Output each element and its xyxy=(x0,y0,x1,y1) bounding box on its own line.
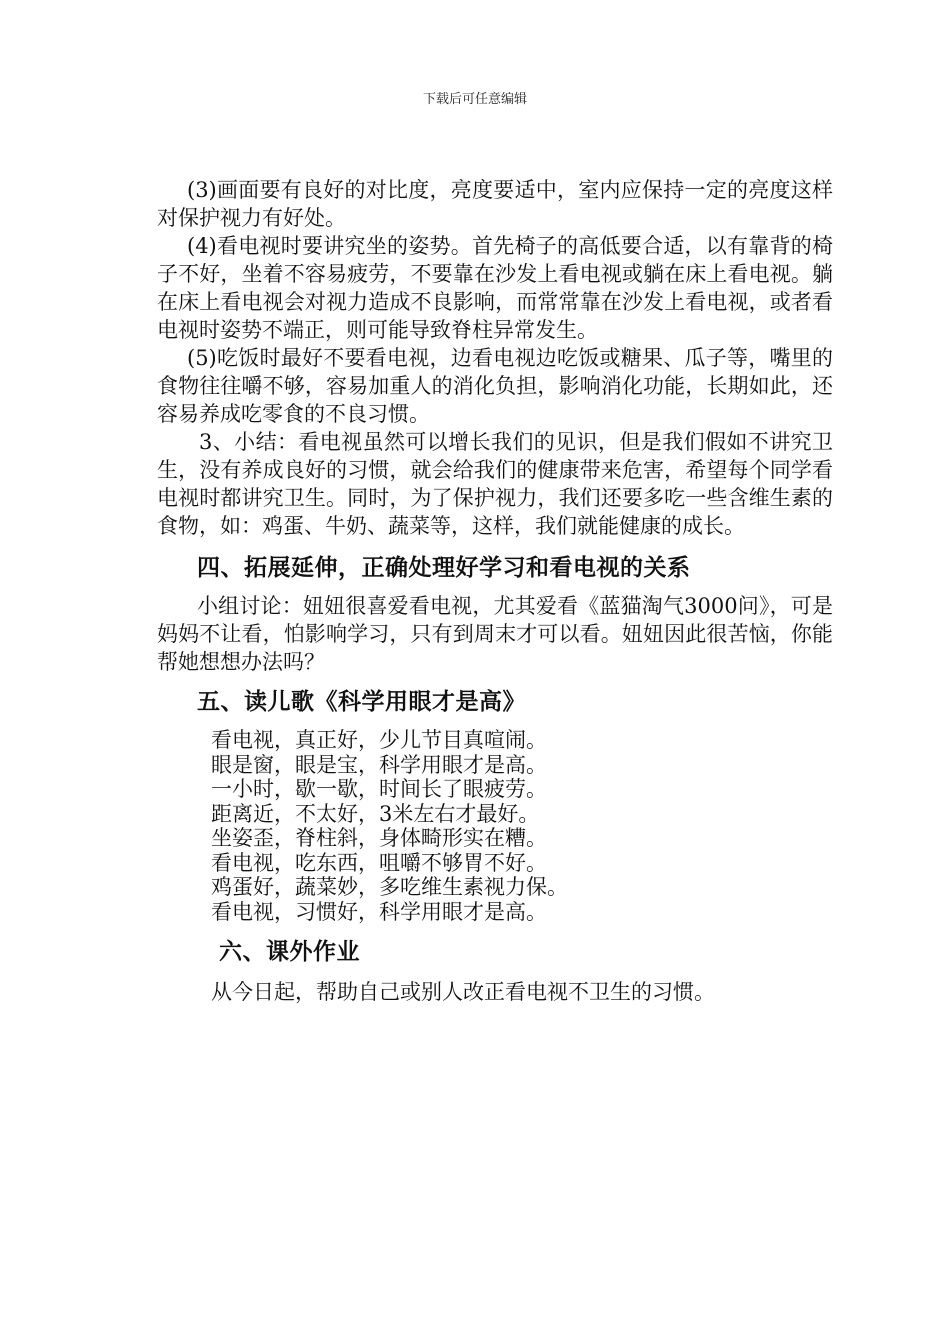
section-4-text: 小组讨论：妞妞很喜爱看电视，尤其爱看《蓝猫淘气3000问》，可是妈妈不让看，怕影响学习，只有到周末才可以看。妞妞因此很苦恼，你能帮她想想办法吗？ xyxy=(157,594,833,674)
rhyme-line: 距离近，不太好，3米左右才最好。 xyxy=(211,801,540,826)
document-body xyxy=(157,176,833,1027)
rhyme-line: 看电视，习惯好，科学用眼才是高。 xyxy=(211,899,547,924)
rhyme-line: 眼是窗，眼是宝，科学用眼才是高。 xyxy=(211,752,547,777)
rhyme-line: 坐姿歪，脊柱斜，身体畸形实在糟。 xyxy=(211,826,547,850)
section-6-title: 六、课外作业 xyxy=(219,939,360,965)
rhyme-line: 看电视，吃东西，咀嚼不够胃不好。 xyxy=(211,850,547,875)
header-note: 下载后可任意编辑 xyxy=(422,92,527,107)
paragraph-4: (4)看电视时要讲究坐的姿势。首先椅子的高低要合适，以有靠背的椅子不好，坐着不容易疲劳，不要靠在沙发上看电视或躺在床上看电视。躺在床上看电视会对视力造成不良影响，而常常靠在沙发上看电视，或者看电视时姿势不端正，则可能导致脊柱异常发生。 xyxy=(157,234,833,342)
paragraph-3: (3)画面要有良好的对比度，亮度要适中，室内应保持一定的亮度这样对保护视力有好处。 xyxy=(157,178,833,230)
section-4-title: 四、拓展延伸，正确处理好学习和看电视的关系 xyxy=(197,555,691,581)
homework-text: 从今日起，帮助自己或别人改正看电视不卫生的习惯。 xyxy=(211,980,715,1004)
nursery-rhyme xyxy=(157,728,833,924)
summary-paragraph: 3、小结：看电视虽然可以增长我们的见识，但是我们假如不讲究卫生，没有养成良好的习惯，就会给我们的健康带来危害，希望每个同学看电视时都讲究卫生。同时，为了保护视力，我们还要多吃一些含维生素的食物，如：鸡蛋、牛奶、蔬菜等，这样，我们就能健康的成长。 xyxy=(157,430,833,538)
section-5-title: 五、读儿歌《科学用眼才是高》 xyxy=(197,689,526,715)
paragraph-5: (5)吃饭时最好不要看电视，边看电视边吃饭或糖果、瓜子等，嘴里的食物往往嚼不够，容易加重人的消化负担，影响消化功能，长期如此，还容易养成吃零食的不良习惯。 xyxy=(157,346,833,426)
rhyme-line: 一小时，歇一歇，时间长了眼疲劳。 xyxy=(211,777,547,801)
rhyme-line: 看电视，真正好，少儿节目真喧闹。 xyxy=(211,728,547,752)
rhyme-line: 鸡蛋好，蔬菜妙，多吃维生素视力保。 xyxy=(211,875,568,899)
